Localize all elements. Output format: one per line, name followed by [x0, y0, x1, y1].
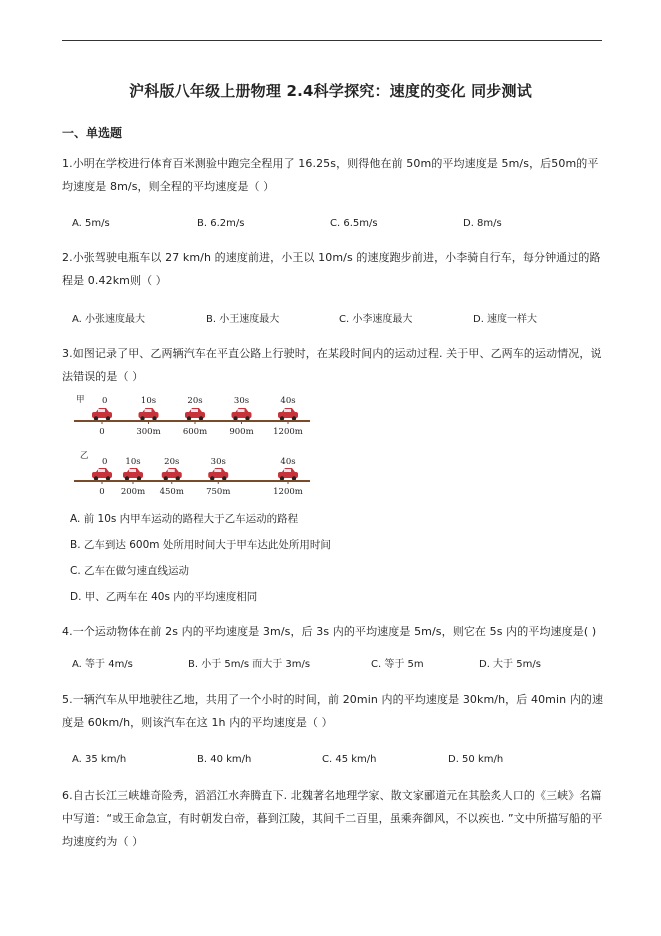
question-5-option-c[interactable]: C. 45 km/h [322, 754, 377, 765]
yi-car [208, 468, 228, 481]
question-3-option-d[interactable]: D. 甲、乙两车在 40s 内的平均速度相同 [70, 591, 258, 603]
question-5-text: 5.一辆汽车从甲地驶往乙地，共用了一个小时的时间，前 20min 内的平均速度是 30km/h，后 40min 内的速度是 60km/h，则该汽车在这 1h 内的平均速度是（ ） [62, 693, 604, 729]
jia-car [185, 408, 205, 421]
jia-time-label: 40s [280, 396, 296, 406]
jia-car [92, 408, 112, 421]
yi-distance-label: 1200m [273, 487, 303, 497]
yi-car [123, 468, 143, 481]
question-6-text: 6.自古长江三峡雄奇险秀，滔滔江水奔腾直下. 北魏著名地理学家、散文家郦道元在其脍炙人口的《三峡》名篇中写道：“或王命急宣，有时朝发白帝，暮到江陵，其间千二百里，虽乘奔御风，不以疾也. ”文中所描写船的平均速度约为（ ） [62, 789, 603, 848]
question-3-option-a[interactable]: A. 前 10s 内甲车运动的路程大于乙车运动的路程 [70, 513, 299, 525]
yi-distance-label: 0 [99, 487, 105, 497]
yi-time-label: 40s [280, 457, 296, 467]
section-heading: 一、单选题 [62, 126, 123, 140]
question-2-option-d[interactable]: D. 速度一样大 [473, 314, 538, 325]
question-1-option-a[interactable]: A. 5m/s [72, 218, 110, 229]
jia-distance-label: 900m [229, 427, 254, 437]
yi-distance-label: 200m [120, 487, 146, 497]
question-3-option-c[interactable]: C. 乙车在做匀速直线运动 [70, 565, 190, 577]
jia-time-labels [102, 396, 296, 406]
yi-distance-label: 750m [206, 487, 231, 497]
page-title: 沪科版八年级上册物理 2.4科学探究：速度的变化 同步测试 [129, 82, 532, 100]
question-3-text: 3.如图记录了甲、乙两辆汽车在平直公路上行驶时，在某段时间内的运动过程. 关于甲、乙两车的运动情况，说法错误的是（ ） [62, 347, 602, 383]
jia-car [139, 408, 159, 421]
question-1-option-c[interactable]: C. 6.5m/s [330, 218, 378, 229]
question-2-text: 2.小张驾驶电瓶车以 27 km/h 的速度前进，小王以 10m/s 的速度跑步前进，小李骑自行车，每分钟通过的路程是 0.42km则（ ） [62, 251, 601, 287]
jia-cars [92, 408, 298, 421]
jia-distance-label: 300m [136, 427, 161, 437]
jia-label: 甲 [76, 395, 85, 405]
yi-time-label: 20s [164, 457, 180, 467]
yi-distance-labels [99, 480, 303, 497]
jia-distance-label: 600m [182, 427, 208, 437]
question-2-option-c[interactable]: C. 小李速度最大 [339, 314, 413, 325]
question-5-option-b[interactable]: B. 40 km/h [197, 754, 252, 765]
jia-time-label: 30s [233, 396, 250, 406]
yi-label: 乙 [80, 451, 89, 461]
jia-car [232, 408, 252, 421]
jia-distance-label: 0 [99, 427, 105, 437]
header-rule [62, 40, 602, 41]
question-4-option-b[interactable]: B. 小于 5m/s 而大于 3m/s [188, 659, 311, 670]
yi-car [162, 468, 182, 481]
yi-time-label: 0 [102, 457, 108, 467]
motion-figure [72, 392, 312, 504]
question-2-option-b[interactable]: B. 小王速度最大 [206, 314, 280, 325]
jia-car [278, 408, 298, 421]
question-3-option-b[interactable]: B. 乙车到达 600m 处所用时间大于甲车达此处所用时间 [70, 539, 331, 551]
question-2-option-a[interactable]: A. 小张速度最大 [72, 314, 146, 325]
jia-time-label: 20s [187, 396, 203, 406]
yi-time-label: 30s [210, 457, 226, 467]
question-5-option-a[interactable]: A. 35 km/h [72, 754, 127, 765]
jia-time-label: 10s [140, 396, 157, 406]
jia-distance-label: 1200m [273, 427, 303, 437]
question-4-option-c[interactable]: C. 等于 5m [371, 659, 424, 670]
question-1-text: 1.小明在学校进行体育百米测验中跑完全程用了 16.25s，则得他在前 50m的平均速度是 5m/s，后50m的平均速度是 8m/s，则全程的平均速度是（ ） [62, 157, 599, 193]
question-5-option-d[interactable]: D. 50 km/h [448, 754, 504, 765]
yi-car [92, 468, 112, 481]
question-1-option-b[interactable]: B. 6.2m/s [197, 218, 245, 229]
yi-time-labels [102, 457, 296, 467]
question-4-text: 4.一个运动物体在前 2s 内的平均速度是 3m/s，后 3s 内的平均速度是 5m/s，则它在 5s 内的平均速度是( ) [62, 625, 597, 638]
question-4-option-d[interactable]: D. 大于 5m/s [479, 659, 541, 670]
yi-distance-label: 450m [159, 487, 184, 497]
question-4-option-a[interactable]: A. 等于 4m/s [72, 659, 133, 670]
question-1-option-d[interactable]: D. 8m/s [463, 218, 502, 229]
jia-time-label: 0 [102, 396, 108, 406]
yi-cars [92, 468, 298, 481]
jia-distance-labels [99, 420, 303, 437]
yi-car [278, 468, 298, 481]
yi-time-label: 10s [125, 457, 141, 467]
